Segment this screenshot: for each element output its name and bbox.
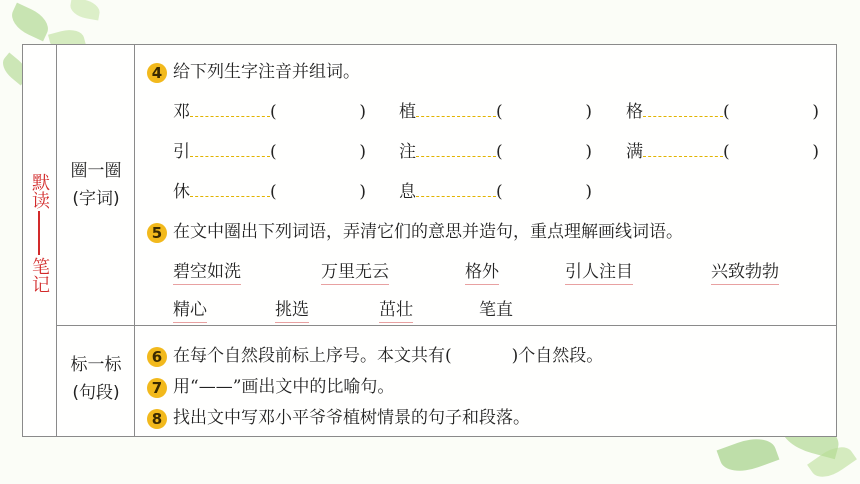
question-4-text: 给下列生字注音并组词。 [173,62,360,82]
notes-table [22,44,837,437]
question-6-badge: 6 [147,347,167,367]
vocab-word: 万里无云 [321,257,389,285]
question-8-text: 找出文中写邓小平爷爷植树情景的句子和段落。 [173,408,530,428]
vocab-word: 精心 [173,295,207,323]
char-row-2 [173,137,366,162]
vocab-word: 引人注目 [565,257,633,285]
char-item: 休 [173,182,190,202]
pinyin-blank[interactable] [190,102,270,117]
char-item: 引 [173,142,190,162]
side-label-bar [38,211,40,255]
word-paren[interactable]: ( ) [496,182,592,202]
section2-label-line2: (句段) [72,383,120,403]
question-6-text-b: )个自然段。 [511,346,604,366]
char-row-1b [399,97,592,122]
word-paren[interactable]: ( ) [723,102,819,122]
pinyin-blank[interactable] [190,142,270,157]
section2-label [57,351,135,407]
pinyin-blank[interactable] [416,182,496,197]
char-item: 格 [626,102,643,122]
question-7-text: 用“——”画出文中的比喻句。 [173,377,395,397]
char-row-1c [626,97,819,122]
question-6 [147,341,603,367]
char-item: 邓 [173,102,190,122]
question-6-text-a: 在每个自然段前标上序号。本文共有( [173,346,452,366]
question-5-badge: 5 [147,223,167,243]
vocab-word: 兴致勃勃 [711,257,779,285]
vocab-word: 笔直 [479,300,513,320]
char-item: 满 [626,142,643,162]
vocab-word: 茁壮 [379,295,413,323]
side-label-bottom: 笔记 [29,257,50,293]
section1-label [57,157,135,213]
char-item: 注 [399,142,416,162]
word-paren[interactable]: ( ) [496,142,592,162]
question-8-badge: 8 [147,409,167,429]
question-5-text: 在文中圈出下列词语，弄清它们的意思并造句，重点理解画线词语。 [173,222,683,242]
pinyin-blank[interactable] [643,142,723,157]
char-row-3 [173,177,366,202]
section1-label-line1: 圈一圈 [70,161,122,181]
word-paren[interactable]: ( ) [270,182,366,202]
char-row-3b [399,177,592,202]
char-row-2b [399,137,592,162]
side-label-top: 默读 [29,173,50,209]
section1-label-line2: (字词) [72,189,120,209]
word-paren[interactable]: ( ) [270,142,366,162]
question-5 [147,217,683,243]
pinyin-blank[interactable] [643,102,723,117]
word-paren[interactable]: ( ) [270,102,366,122]
question-7-badge: 7 [147,378,167,398]
char-item: 植 [399,102,416,122]
vocab-word: 格外 [465,257,499,285]
pinyin-blank[interactable] [416,142,496,157]
word-paren[interactable]: ( ) [723,142,819,162]
char-row-1 [173,97,366,122]
char-item: 息 [399,182,416,202]
section2-label-line1: 标一标 [70,355,122,375]
side-label [28,173,50,293]
section-divider [57,325,836,326]
question-7 [147,372,394,398]
word-paren[interactable]: ( ) [496,102,592,122]
vocab-word: 碧空如洗 [173,257,241,285]
question-4-badge: 4 [147,63,167,83]
question-8 [147,403,530,429]
vocab-word: 挑选 [275,295,309,323]
char-row-2c [626,137,819,162]
question-4 [147,57,360,83]
pinyin-blank[interactable] [416,102,496,117]
pinyin-blank[interactable] [190,182,270,197]
